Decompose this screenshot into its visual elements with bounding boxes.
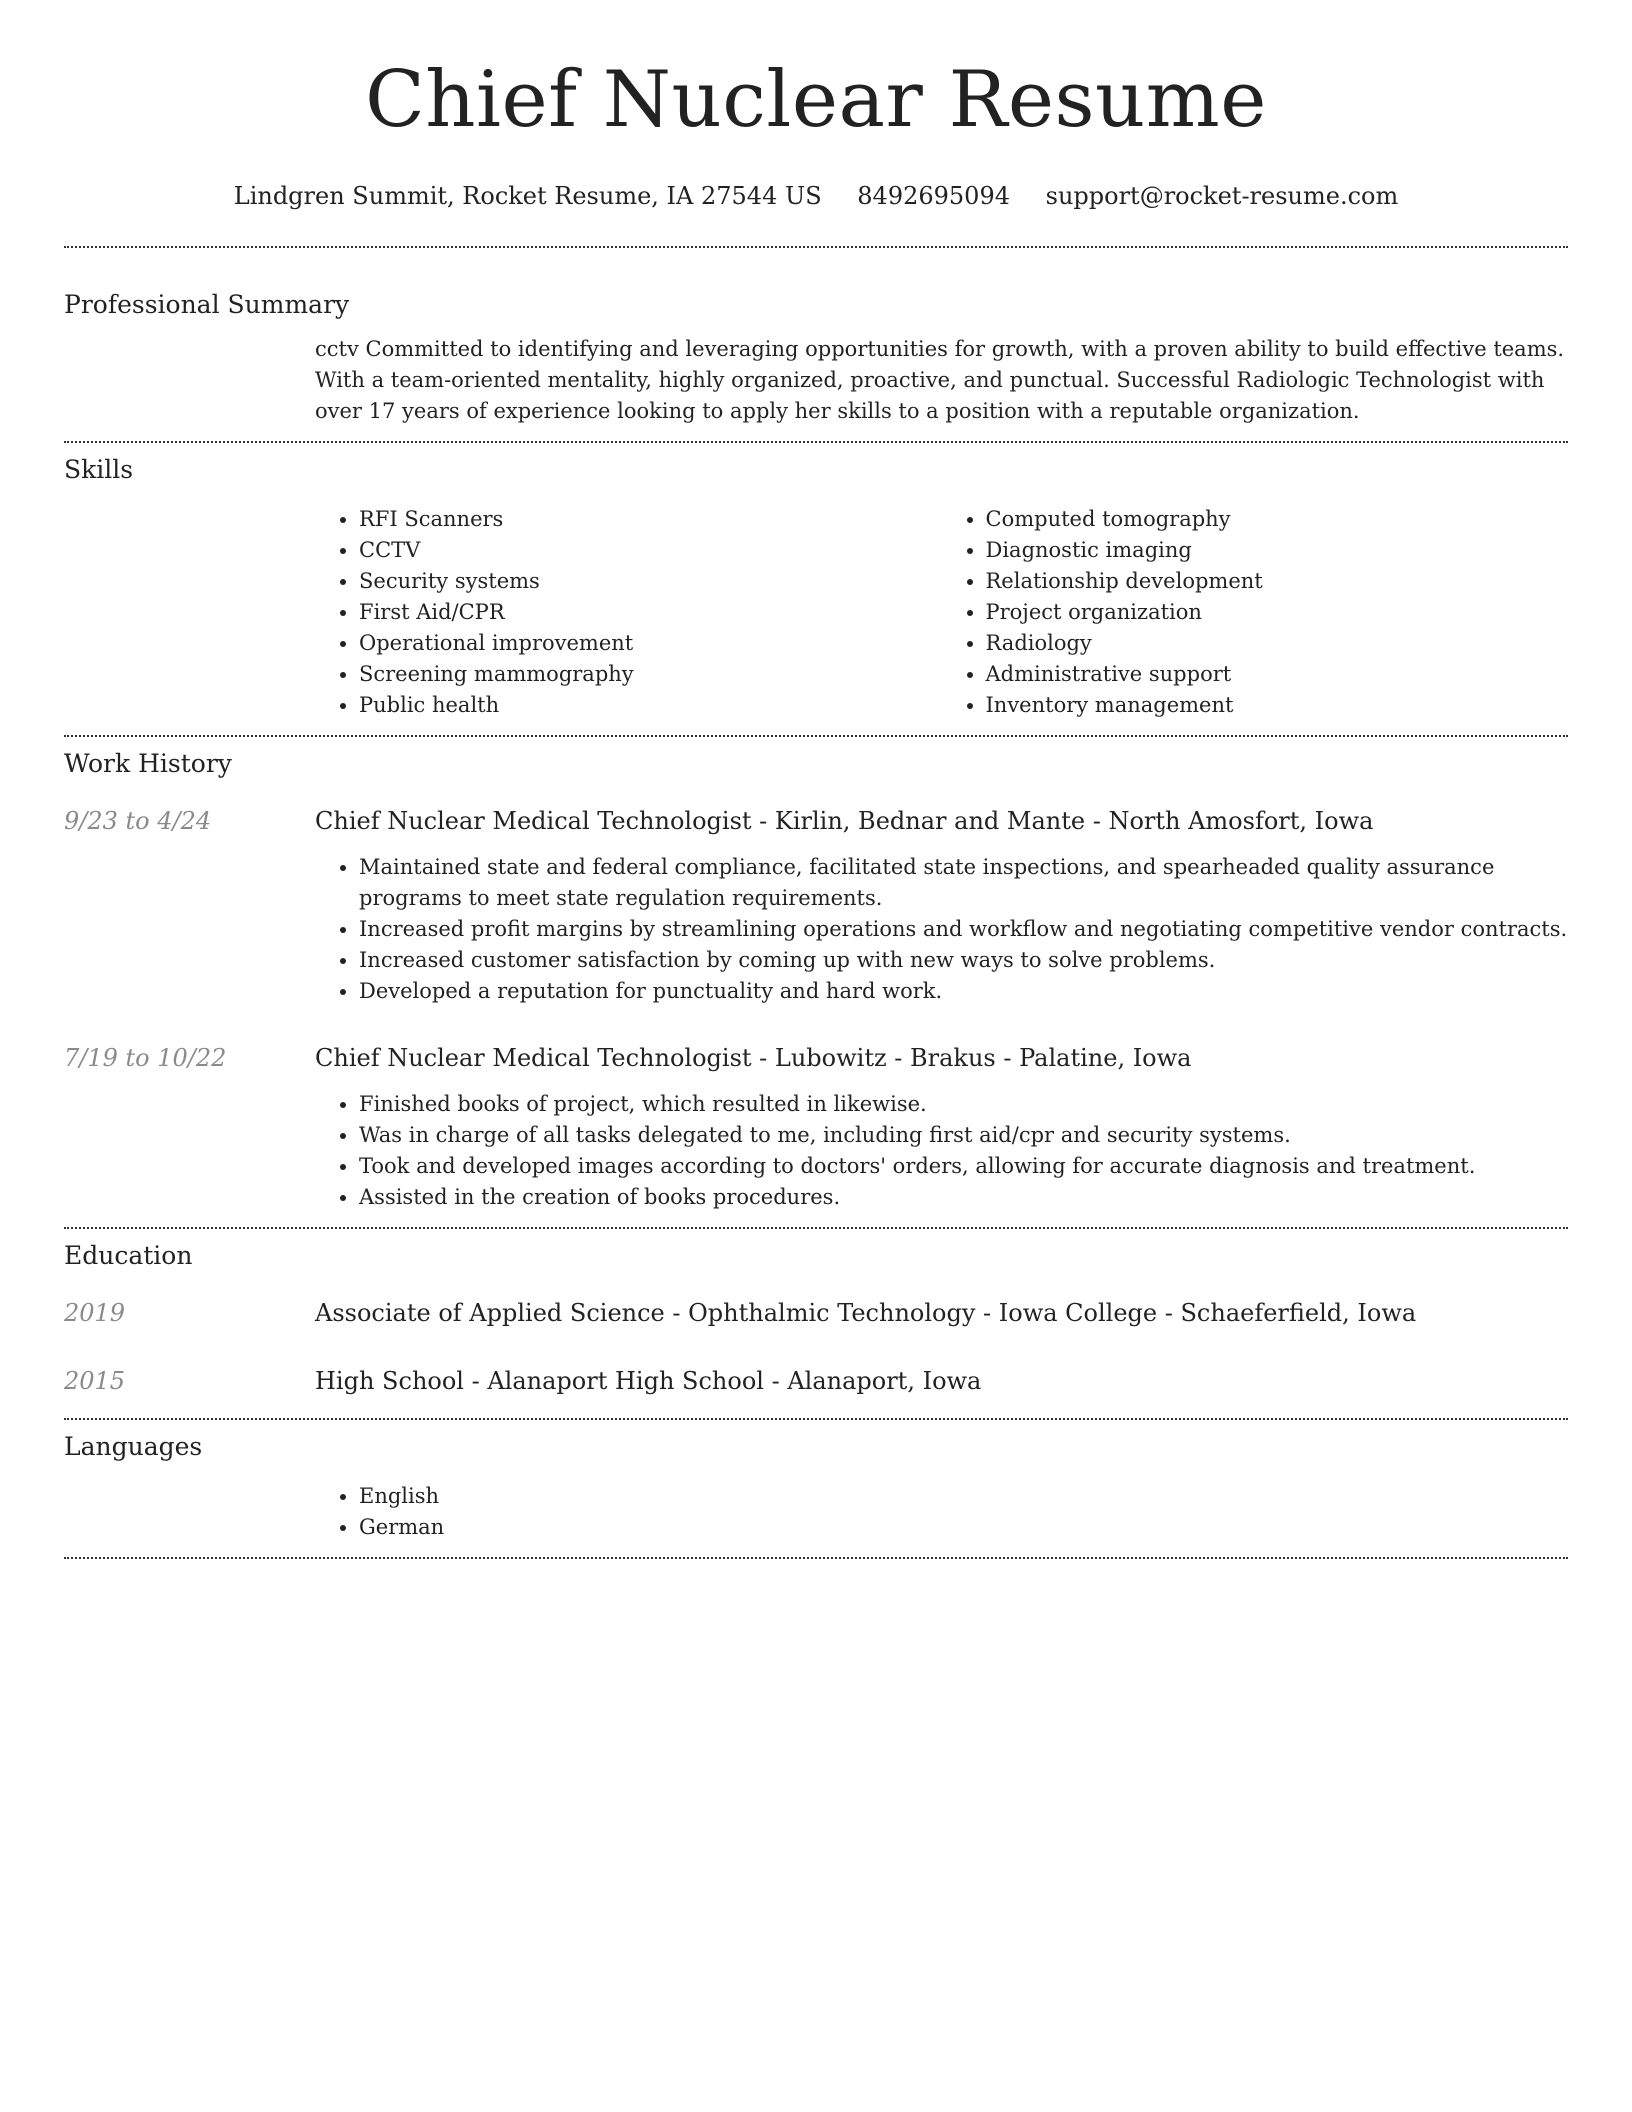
job-bullet: • Finished books of project, which resulted in likewise. [359,1089,1568,1120]
skill-item: • Radiology [986,628,1569,659]
job-header [64,1041,1568,1075]
section-title-skills: Skills [64,455,134,484]
education-entry [64,1364,1568,1418]
contact-line [64,180,1568,212]
job-bullet: • Assisted in the creation of books procedures. [359,1182,1568,1213]
languages-list [315,1481,1568,1543]
resume-header [64,0,1568,212]
skills-list-right [942,504,1569,721]
divider [64,1557,1568,1559]
resume-name: Chief Nuclear Resume [365,55,1267,145]
education-school: - Iowa College - Schaeferfield, Iowa [975,1299,1417,1327]
job-dates: 9/23 to 4/24 [64,807,212,835]
section-title-summary: Professional Summary [64,290,350,319]
education-degree: High School [315,1367,464,1395]
education-year: 2015 [64,1367,126,1395]
job-entry [64,1041,1568,1227]
section-title-work: Work History [64,749,232,778]
job-title: Chief Nuclear Medical Technologist [315,1044,752,1072]
skills-section [64,443,1568,735]
skill-item: • Diagnostic imaging [986,535,1569,566]
job-company-location: - Lubowitz - Brakus - Palatine, Iowa [751,1044,1192,1072]
job-bullet: • Increased profit margins by streamlining operations and workflow and negotiating competitive vendor contracts. [359,914,1568,945]
job-bullet: • Took and developed images according to doctors' orders, allowing for accurate diagnosis and treatment. [359,1151,1568,1182]
skill-item: • First Aid/CPR [359,597,942,628]
education-school: - Alanaport High School - Alanaport, Iowa [463,1367,982,1395]
contact-phone: 8492695094 [857,182,1010,210]
education-entry [64,1296,1568,1330]
education-section [64,1229,1568,1418]
job-bullet: • Was in charge of all tasks delegated to me, including first aid/cpr and security systems. [359,1120,1568,1151]
job-bullet-list [315,1089,1568,1213]
skill-item: • Administrative support [986,659,1569,690]
job-title: Chief Nuclear Medical Technologist [315,807,752,835]
skill-item: • Computed tomography [986,504,1569,535]
skills-columns [315,504,1568,735]
education-degree: Associate of Applied Science - Ophthalmic Technology [315,1299,976,1327]
job-bullet-list [315,852,1568,1007]
contact-address: Lindgren Summit, Rocket Resume, IA 27544 US [233,182,822,210]
language-item: • English [359,1481,1568,1512]
work-section [64,737,1568,1227]
education-year: 2019 [64,1299,126,1327]
job-header [64,804,1568,838]
job-bullet: • Increased customer satisfaction by coming up with new ways to solve problems. [359,945,1568,976]
job-entry [64,804,1568,1007]
job-company-location: - Kirlin, Bednar and Mante - North Amosfort, Iowa [751,807,1374,835]
skill-item: • Operational improvement [359,628,942,659]
skill-item: • Public health [359,690,942,721]
education-line [315,1364,981,1398]
skill-item: • RFI Scanners [359,504,942,535]
education-line [315,1296,1416,1330]
summary-section [64,248,1568,441]
skill-item: • CCTV [359,535,942,566]
skill-item: • Security systems [359,566,942,597]
skill-item: • Inventory management [986,690,1569,721]
job-bullets [315,852,1568,1007]
language-item: • German [359,1512,1568,1543]
job-title-line [315,804,1373,838]
job-bullet: • Developed a reputation for punctuality and hard work. [359,976,1568,1007]
job-dates: 7/19 to 10/22 [64,1044,227,1072]
resume-page [64,0,1568,1559]
skill-item: • Project organization [986,597,1569,628]
contact-email: support@rocket-resume.com [1045,182,1399,210]
summary-text: cctv Committed to identifying and leveraging opportunities for growth, with a proven ability to build effective teams. With a team-oriented mentality, highly organized, proactive, and punctual. Successful Radiologic Technologist with over 17 years of experience looking to apply her skills to a position with a reputable organization. [315,337,1565,423]
job-bullet: • Maintained state and federal compliance, facilitated state inspections, and spearheaded quality assurance programs to meet state regulation requirements. [359,852,1568,914]
languages-section [64,1420,1568,1557]
skill-item: • Relationship development [986,566,1569,597]
job-title-line [315,1041,1191,1075]
section-title-education: Education [64,1241,193,1270]
job-bullets [315,1089,1568,1227]
section-title-languages: Languages [64,1432,203,1461]
skill-item: • Screening mammography [359,659,942,690]
languages-content [315,1481,1568,1557]
skills-list-left [315,504,942,721]
summary-content [315,334,1568,441]
